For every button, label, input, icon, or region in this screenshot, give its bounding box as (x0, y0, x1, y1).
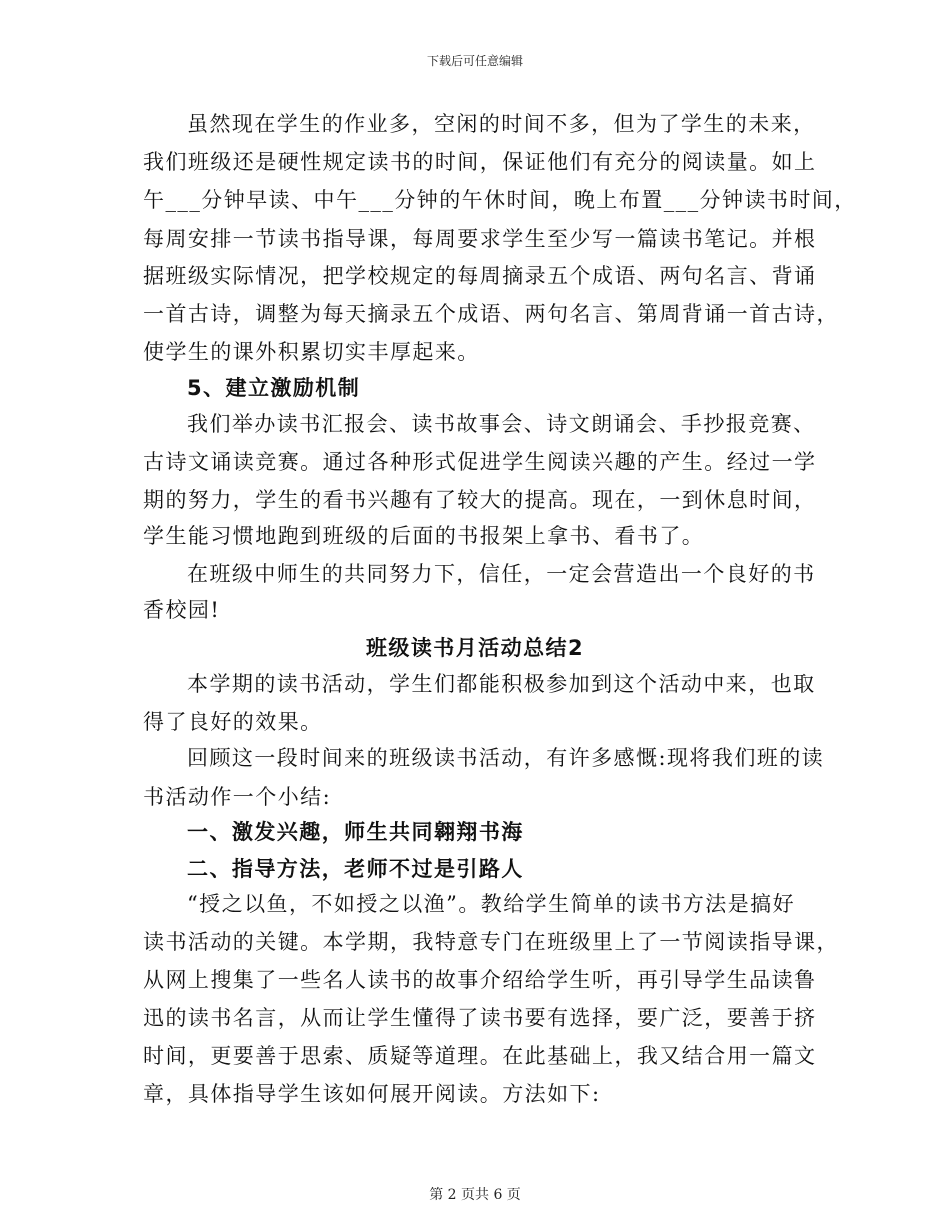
page-header: 下载后可任意编辑 (426, 54, 523, 68)
section-heading: 一、激发兴趣，师生共同翱翔书海 (187, 820, 524, 844)
paragraph-line: 章，具体指导学生该如何展开阅读。方法如下: (143, 1082, 601, 1106)
paragraph-line: 迅的读书名言，从而让学生懂得了读书要有选择，要广泛，要善于挤 (143, 1006, 817, 1030)
paragraph-line: 在班级中师生的共同努力下，信任，一定会营造出一个良好的书 (187, 562, 816, 586)
section-heading: 5、建立激励机制 (187, 376, 361, 400)
paragraph-line: 虽然现在学生的作业多，空闲的时间不多，但为了学生的未来， (187, 112, 816, 136)
paragraph-line: 每周安排一节读书指导课，每周要求学生至少写一篇读书笔记。并根 (143, 227, 817, 251)
page-footer: 第 2 页共 6 页 (429, 1187, 521, 1203)
paragraph-line: 一首古诗，调整为每天摘录五个成语、两句名言、第周背诵一首古诗， (143, 302, 839, 326)
paragraph-line: “授之以鱼，不如授之以渔”。教给学生简单的读书方法是搞好 (187, 892, 796, 916)
section-heading: 二、指导方法，老师不过是引路人 (187, 857, 524, 881)
paragraph-line: 读书活动的关键。本学期，我特意专门在班级里上了一节阅读指导课， (143, 930, 839, 954)
paragraph-line: 回顾这一段时间来的班级读书活动，有许多感慨:现将我们班的读 (187, 746, 825, 770)
paragraph-line: 书活动作一个小结: (143, 785, 332, 809)
paragraph-line: 时间，更要善于思索、质疑等道理。在此基础上，我又结合用一篇文 (143, 1044, 817, 1068)
paragraph-line: 期的努力，学生的看书兴趣有了较大的提高。现在，一到休息时间， (143, 488, 817, 512)
paragraph-line: 学生能习惯地跑到班级的后面的书报架上拿书、看书了。 (143, 524, 705, 548)
section-heading: 班级读书月活动总结2 (365, 636, 585, 660)
paragraph-line: 我们举办读书汇报会、读书故事会、诗文朗诵会、手抄报竞赛、 (187, 412, 816, 436)
paragraph-line: 使学生的课外积累切实丰厚起来。 (143, 340, 480, 364)
paragraph-line: 古诗文诵读竞赛。通过各种形式促进学生阅读兴趣的产生。经过一学 (143, 450, 817, 474)
paragraph-line: 据班级实际情况，把学校规定的每周摘录五个成语、两句名言、背诵 (143, 264, 817, 288)
paragraph-line: 本学期的读书活动，学生们都能积极参加到这个活动中来，也取 (187, 672, 816, 696)
paragraph-line: 我们班级还是硬性规定读书的时间，保证他们有充分的阅读量。如上 (143, 150, 817, 174)
paragraph-line: 午___分钟早读、中午___分钟的午休时间，晚上布置___分钟读书时间， (143, 188, 857, 212)
paragraph-line: 香校园! (143, 598, 221, 622)
paragraph-line: 从网上搜集了一些名人读书的故事介绍给学生听，再引导学生品读鲁 (143, 968, 817, 992)
paragraph-line: 得了良好的效果。 (143, 710, 323, 734)
